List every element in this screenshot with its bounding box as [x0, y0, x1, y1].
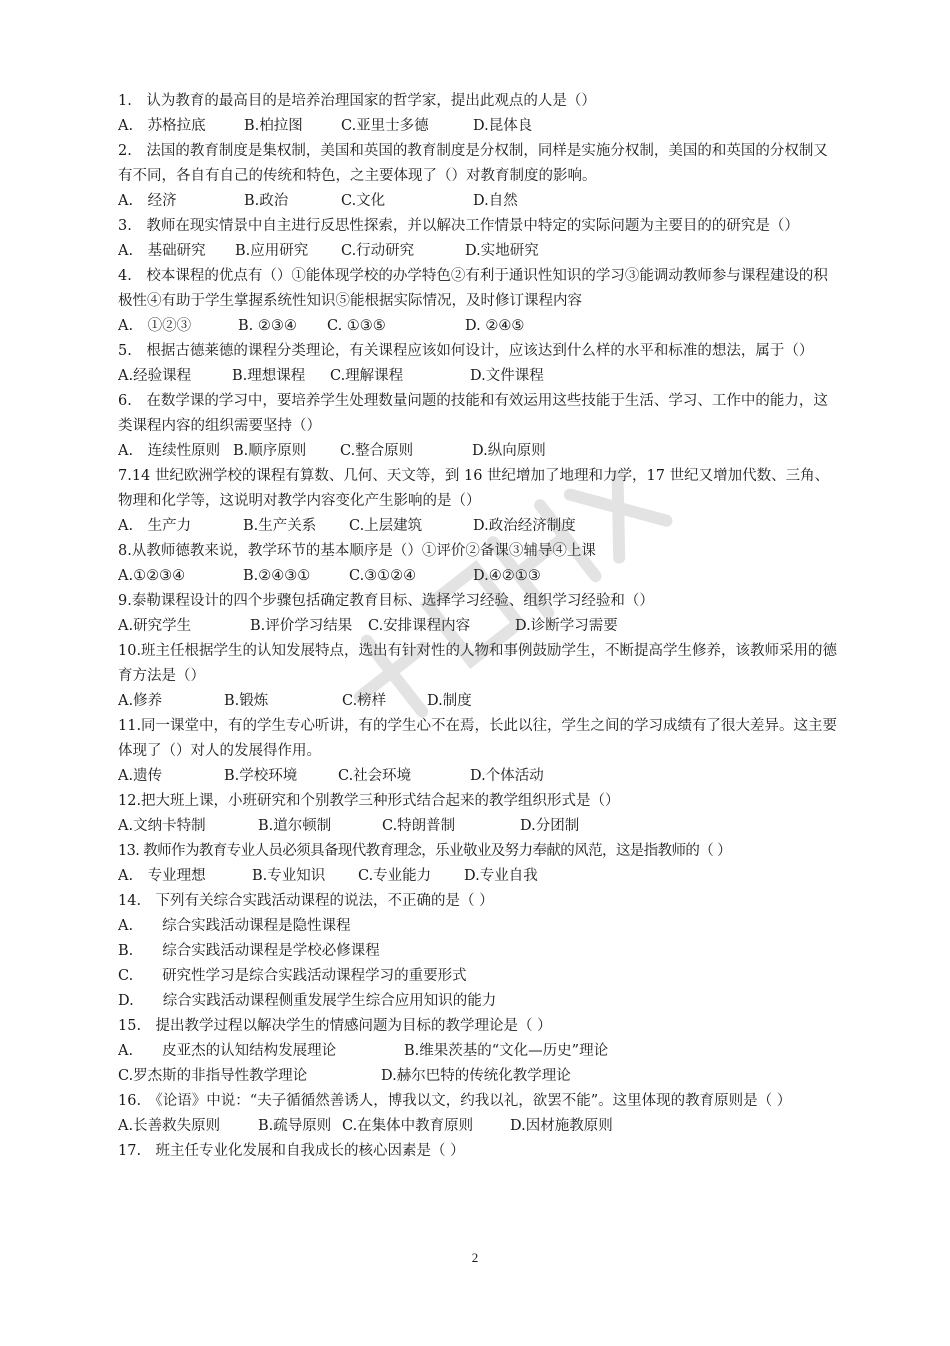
option: C. ①③⑤ — [327, 318, 386, 334]
question-stem: 11.同一课堂中，有的学生专心听讲，有的学生心不在焉，长此以往，学生之间的学习成绩有了很大差异。这主要体现了（）对人的发展得作用。 — [118, 718, 838, 759]
options-row — [118, 364, 838, 389]
question-stem: 1. 认为教育的最高目的是培养治理国家的哲学家，提出此观点的人是（） — [118, 93, 596, 109]
option: A. 专业理想 — [118, 868, 206, 884]
options-row — [118, 239, 838, 264]
option: B.理想课程 — [232, 368, 306, 384]
option: A. 综合实践活动课程是隐性课程 — [118, 918, 351, 934]
option: C.特朗普制 — [382, 818, 456, 834]
question-stem: 5. 根据古德莱德的课程分类理论，有关课程应该如何设计，应该达到什么样的水平和标准的想法，属于（） — [118, 343, 814, 359]
option: C. 研究性学习是综合实践活动课程学习的重要形式 — [118, 968, 467, 984]
option: D.④②①③ — [473, 568, 541, 584]
options-row — [118, 764, 838, 789]
option: B.评价学习结果 — [250, 618, 353, 634]
question-stem: 3. 教师在现实情景中自主进行反思性探索，并以解决工作情景中特定的实际问题为主要目的的研究是（） — [118, 218, 799, 234]
option: C.行动研究 — [341, 243, 415, 259]
option: C.罗杰斯的非指导性教学理论 — [118, 1068, 308, 1084]
option: A.研究学生 — [118, 618, 192, 634]
option: A. 经济 — [118, 193, 177, 209]
option: A. 基础研究 — [118, 243, 206, 259]
question-stem: 12.把大班上课，小班研究和个别教学三种形式结合起来的教学组织形式是（） — [118, 793, 620, 809]
question-stem: 2. 法国的教育制度是集权制，美国和英国的教育制度是分权制，同样是实施分权制，美国的和英国的分权制又有不同，各自有自己的传统和特色，之主要体现了（）对教育制度的影响。 — [118, 143, 828, 184]
question-stem: 4. 校本课程的优点有（）①能体现学校的办学特色②有利于通识性知识的学习③能调动教师参与课程建设的积极性④有助于学生掌握系统性知识⑤能根据实际情况，及时修订课程内容 — [118, 268, 828, 309]
options-row — [118, 614, 838, 639]
option: D.个体活动 — [470, 768, 544, 784]
option: D.实地研究 — [465, 243, 539, 259]
option: B. ②③④ — [238, 318, 297, 334]
option: A. ①②③ — [118, 318, 192, 334]
option: D.制度 — [427, 693, 472, 709]
options-row — [118, 314, 838, 339]
options-row — [118, 814, 838, 839]
question-stem: 6. 在数学课的学习中，要培养学生处理数量问题的技能和有效运用这些技能于生活、学习、工作中的能力，这类课程内容的组织需要坚持（） — [118, 393, 828, 434]
option: C.社会环境 — [338, 768, 412, 784]
option: B.维果茨基的“文化—历史”理论 — [404, 1043, 609, 1059]
option: A.长善救失原则 — [118, 1118, 221, 1134]
question-stem: 13. 教师作为教育专业人员必须具备现代教育理念，乐业敬业及努力奉献的风范，这是指教师的（ ） — [118, 843, 732, 859]
option: B.专业知识 — [252, 868, 326, 884]
option: D.分团制 — [520, 818, 580, 834]
options-row — [118, 689, 838, 714]
option: D.赫尔巴特的传统化教学理论 — [381, 1068, 571, 1084]
options-row — [118, 1114, 838, 1139]
option: D.自然 — [473, 193, 518, 209]
option: D. 综合实践活动课程侧重发展学生综合应用知识的能力 — [118, 993, 497, 1009]
option: B.顺序原则 — [233, 443, 307, 459]
options-row — [118, 514, 838, 539]
option: B.生产关系 — [243, 518, 317, 534]
option: C.在集体中教育原则 — [342, 1118, 474, 1134]
options-row — [118, 1039, 838, 1064]
question-stem: 17. 班主任专业化发展和自我成长的核心因素是（ ） — [118, 1143, 465, 1159]
option: D.纵向原则 — [472, 443, 546, 459]
option: C.专业能力 — [358, 868, 432, 884]
option: B.柏拉图 — [244, 118, 303, 134]
option: B.疏导原则 — [258, 1118, 332, 1134]
options-row — [118, 864, 838, 889]
option: A. 连续性原则 — [118, 443, 221, 459]
option: B.学校环境 — [224, 768, 298, 784]
option: D.文件课程 — [470, 368, 544, 384]
question-stem: 7.14 世纪欧洲学校的课程有算数、几何、天文等，到 16 世纪增加了地理和力学，17 世纪又增加代数、三角、物理和化学等，这说明对教学内容变化产生影响的是（） — [118, 468, 830, 509]
option: A.遗传 — [118, 768, 163, 784]
option: B.应用研究 — [235, 243, 309, 259]
option: C.整合原则 — [340, 443, 414, 459]
option: D.诊断学习需要 — [515, 618, 618, 634]
page-number: 2 — [471, 1250, 479, 1265]
options-row — [118, 189, 838, 214]
options-row — [118, 564, 838, 589]
option: D.政治经济制度 — [473, 518, 576, 534]
options-row — [118, 439, 838, 464]
option: C.③①②④ — [349, 568, 417, 584]
option: D. ②④⑤ — [465, 318, 525, 334]
option: C.上层建筑 — [349, 518, 423, 534]
question-list — [118, 89, 838, 1164]
option: A.①②③④ — [118, 568, 186, 584]
option: B.道尔顿制 — [258, 818, 332, 834]
option: A. 皮亚杰的认知结构发展理论 — [118, 1043, 337, 1059]
option: C.亚里士多德 — [341, 118, 429, 134]
option: C.安排课程内容 — [368, 618, 471, 634]
option: B.政治 — [244, 193, 289, 209]
option: A.文纳卡特制 — [118, 818, 206, 834]
option: D.昆体良 — [473, 118, 533, 134]
option: B.锻炼 — [224, 693, 269, 709]
option: C.文化 — [341, 193, 386, 209]
option: C.榜样 — [342, 693, 387, 709]
option: A.修养 — [118, 693, 163, 709]
question-stem: 10.班主任根据学生的认知发展特点，选出有针对性的人物和事例鼓励学生，不断提高学生修养，该教师采用的德育方法是（） — [118, 643, 838, 684]
question-stem: 16. 《论语》中说：“夫子循循然善诱人，博我以文，约我以礼，欲罢不能”。这里体现的教育原则是（ ） — [118, 1093, 792, 1109]
question-stem: 14. 下列有关综合实践活动课程的说法，不正确的是（ ） — [118, 893, 494, 909]
option: A. 生产力 — [118, 518, 192, 534]
options-row — [118, 1064, 838, 1089]
option: A.经验课程 — [118, 368, 192, 384]
question-stem: 8.从教师德教来说，教学环节的基本顺序是（）①评价②备课③辅导④上课 — [118, 543, 596, 559]
option: B.②④③① — [243, 568, 311, 584]
option: D.专业自我 — [464, 868, 538, 884]
option: B. 综合实践活动课程是学校必修课程 — [118, 943, 380, 959]
question-stem: 9.泰勒课程设计的四个步骤包括确定教育目标、选择学习经验、组织学习经验和（） — [118, 593, 654, 609]
options-row — [118, 114, 838, 139]
option: C.理解课程 — [330, 368, 404, 384]
question-stem: 15. 提出教学过程以解决学生的情感问题为目标的教学理论是（ ） — [118, 1018, 552, 1034]
option: A. 苏格拉底 — [118, 118, 206, 134]
option: D.因材施教原则 — [510, 1118, 613, 1134]
